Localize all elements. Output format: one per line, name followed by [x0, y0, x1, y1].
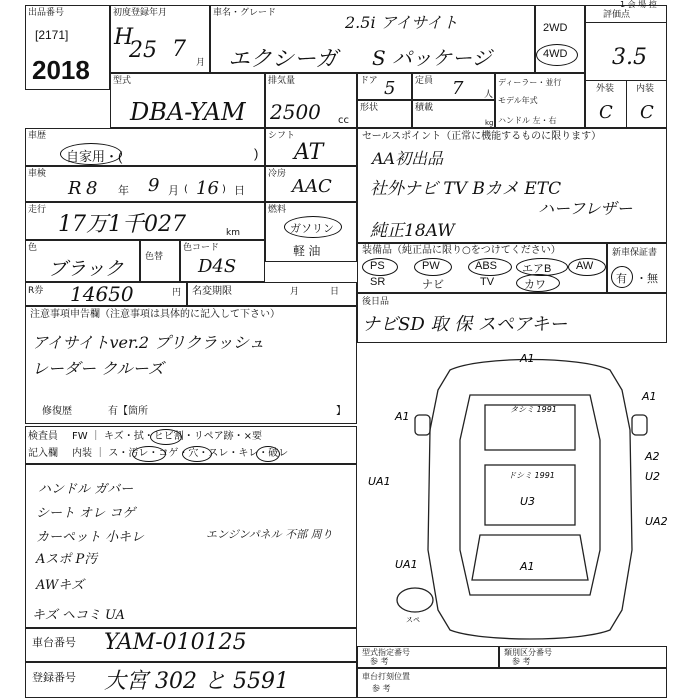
right-mirror: [632, 415, 647, 435]
selling-points-label: セールスポイント（正常に機能するものに限ります）: [362, 131, 602, 142]
equip-leather: カワ: [524, 279, 546, 291]
model-cert-label: 型式指定番号: [362, 648, 410, 657]
vehicle-no-value: YAM-010125: [104, 630, 247, 655]
name-change-day: 日: [330, 287, 340, 297]
doors-label: ドア: [360, 76, 378, 86]
displacement-value: 2500: [270, 100, 321, 124]
equip-ps: PS: [370, 260, 385, 272]
doors-value: 5: [384, 78, 396, 99]
capacity-unit: 人: [484, 90, 494, 100]
lot-number: 2018: [32, 55, 90, 85]
color-label: 色: [28, 243, 38, 253]
spare-tire: [397, 588, 433, 612]
chassis-pos-ref: 参 考: [372, 684, 391, 693]
notes-line1: アイサイトver.2 プリクラッシュ: [32, 333, 265, 352]
name-change-label: 名変期限: [192, 286, 232, 297]
top-right-note: 1 会 場 控: [620, 0, 657, 9]
notes-label: 注意事項申告欄（注意事項は具体的に記入して下さい）: [30, 309, 280, 320]
inspection-label: 車検: [28, 169, 47, 179]
color-code: D4S: [198, 256, 237, 277]
interior-note-6: キズ ヘコミ UA: [32, 608, 125, 623]
interior-note-4: Aスポ P汚: [36, 552, 98, 567]
mark-roof-rear: ドシミ 1991: [508, 471, 555, 480]
model-label: 型式: [113, 76, 132, 86]
score-label: 評価点: [603, 10, 631, 20]
history-value: 自家用・(: [66, 149, 123, 164]
mark-right-3: UA2: [645, 515, 668, 528]
displacement-unit: cc: [338, 115, 349, 126]
first-reg-month-unit: 月: [196, 58, 206, 68]
interior-note-5: AWキズ: [36, 578, 84, 593]
mark-right-2: U2: [645, 470, 661, 483]
inspection-day-unit: 日: [234, 184, 245, 197]
equip-sr: SR: [370, 276, 386, 288]
fuel-label: 燃料: [268, 205, 287, 215]
interior-label: 内装: [636, 84, 655, 94]
recycle-value: 14650: [70, 282, 134, 306]
category-ref: 参 考: [512, 657, 531, 666]
mileage-unit: km: [226, 228, 240, 238]
mark-rear: A1: [520, 560, 535, 573]
selling-points-line4: 純正18AW: [370, 221, 455, 241]
exterior-label: 外装: [596, 84, 615, 94]
equipment-row2: [362, 276, 607, 292]
inspection-year-unit: 年: [118, 184, 129, 197]
mark-center: U3: [520, 495, 536, 508]
model-value: DBA-YAM: [130, 98, 246, 126]
chassis-pos-label: 車台打刻位置: [362, 672, 410, 681]
interior-extra: エンジンパネル 不部 周り: [206, 528, 333, 541]
mark-right-1: A2: [645, 450, 660, 463]
interior-grade: C: [640, 102, 654, 123]
color-change-label: 色替: [145, 252, 164, 262]
dealer-label: ディーラー・並行: [498, 78, 562, 87]
mark-roof-front: タシミ 1991: [510, 405, 557, 414]
shape-label: 形状: [360, 103, 379, 113]
recycle-unit: 円: [172, 288, 182, 298]
mark-trunk: スペ: [406, 616, 420, 624]
mark-top: A1: [520, 352, 535, 365]
history-close: ): [254, 146, 259, 161]
warranty-yes: 有: [616, 273, 627, 285]
notes-line2: レーダー クルーズ: [32, 359, 164, 378]
equip-pw: PW: [422, 260, 440, 272]
mark-left: UA1: [368, 475, 391, 488]
model-cert-ref: 参 考: [370, 657, 389, 666]
interior-note-1: ハンドル ガバー: [38, 482, 134, 497]
damage-diagram: [360, 350, 700, 650]
fuel-value: ガソリン: [290, 223, 334, 235]
capacity-label: 定員: [415, 76, 434, 86]
checker-row1: FW ｜ キズ・拭・ヒビ割・リペア跡・×要: [72, 431, 262, 442]
load-label: 積載: [415, 103, 434, 113]
warranty-label: 新車保証書: [612, 248, 658, 258]
registration-value: 大宮 302 と 5591: [104, 669, 289, 694]
capacity-value: 7: [452, 78, 464, 99]
first-reg-era: H: [114, 25, 134, 50]
mileage-label: 走行: [28, 205, 47, 215]
lot-label: 出品番号: [28, 8, 65, 18]
car-package: S パッケージ: [372, 46, 492, 70]
inspection-era: R: [68, 178, 82, 199]
fuel-alt: 軽 油: [293, 244, 321, 258]
equipment-label: 装備品（純正品に限り○をつけてください）: [362, 245, 561, 256]
aftermarket-label: 後日品: [362, 297, 390, 307]
auction-sheet: 出品番号 [2171] 2018 初度登録年月 H 25 7 月 車名・グレード 2.5i アイサイト エクシーガ S パッケージ 2WD 4WD 評価点 3.5 外装 内装 C C 1 会 場 控 型式 DBA-YAM 排気量 2500 cc ドア 5 定員 7 人 形状 積載 kg ディーラー・並行 モデル年式 ハンドル 左・右 車歴 自家用・( ) シフト AT セールスポイント（正常に機能するものに限ります） AA初出品 社外ナビ TV Bカメ ETC ハーフレザー 純正18AW 車検 R 8 年 9 月 ( 16 ) 日 冷房 AAC 走行 17万1千027 km 燃料 ガソリン 軽 油 色 ブラック 色替 色コード D4S 装備品（純正品に限り○をつけてください） PS PW ABS エアB AW SR ナビ TV カワ 新車保証書 有 ・無 R券 14650 円 名変期限 月 日 後日品 ナビSD 取 保 スペアキー 注意事項申告欄（注意事項は具体的に記入して下さい） アイサイトver.2 プリクラッシュ レーダー クルーズ 修復歴 有【箇所 】 検査員 記入欄 FW ｜ キズ・拭・ヒビ割・リペア跡・×要 内装 ｜ ス・汚レ・コゲ・穴・スレ・キレ・破レ ハンドル ガバー シート オレ コゲ カーペット 小キレ Aスポ P汚 AWキズ キズ ヘコミ UA エンジンパネル 不部 周り A1 A1 A1 タシミ 1991 ドシミ 1991 UA1 A2 U2 UA2 U3 UA1 A1 スペ 車台番号 YAM-010125 登録番号 大宮 302 と 5591 型式指定番号 参 考 類別区分番号 参 考 車台打刻位置 参 考: [0, 0, 700, 700]
color-code-label: 色コード: [183, 243, 220, 253]
checker-inspector: 検査員: [28, 431, 58, 442]
mark-right-front: A1: [642, 390, 657, 403]
repair-close: 】: [336, 406, 346, 417]
car-name: エクシーガ: [228, 47, 338, 72]
history-label: 車歴: [28, 131, 47, 141]
recycle-label: R券: [28, 286, 44, 296]
model-year-label: モデル年式: [498, 96, 538, 105]
selling-points-line2: 社外ナビ TV Bカメ ETC: [370, 179, 562, 199]
inspection-day: 16: [196, 178, 219, 199]
equip-tv: TV: [480, 276, 495, 288]
checker-row2: 内装 ｜ ス・汚レ・コゲ・穴・スレ・キレ・破レ: [72, 448, 289, 459]
inspection-month: 9: [148, 175, 160, 196]
displacement-label: 排気量: [268, 76, 296, 86]
inspection-year: 8: [86, 178, 98, 199]
equip-airbag: エアB: [522, 263, 552, 275]
aircon-label: 冷房: [268, 169, 287, 179]
name-change-month: 月: [290, 287, 300, 297]
selling-points-line3: ハーフレザー: [538, 199, 633, 218]
selling-points-line1: AA初出品: [372, 149, 444, 168]
repair-label: 修復歴: [42, 406, 72, 417]
category-label: 類別区分番号: [504, 648, 552, 657]
inspection-box: [25, 166, 265, 202]
equip-aw: AW: [576, 260, 594, 272]
drive-2wd: 2WD: [543, 22, 568, 34]
first-reg-month: 7: [172, 37, 186, 62]
checker-entry: 記入欄: [28, 448, 58, 459]
history-box: [25, 128, 265, 166]
equip-abs: ABS: [475, 260, 498, 272]
kg-label: kg: [485, 119, 494, 127]
first-reg-year: 25: [129, 38, 157, 63]
exterior-grade: C: [599, 102, 613, 123]
left-mirror: [415, 415, 430, 435]
handle-label: ハンドル 左・右: [498, 116, 557, 125]
repair-value: 有【箇所: [108, 406, 148, 417]
lot-bracket: [2171]: [35, 28, 69, 42]
interior-note-2: シート オレ コゲ: [36, 506, 136, 521]
shift-value: AT: [294, 140, 324, 165]
color-value: ブラック: [48, 258, 124, 280]
aircon-value: AAC: [292, 176, 332, 197]
first-reg-label: 初度登録年月: [113, 8, 168, 18]
equip-navi: ナビ: [422, 279, 444, 291]
car-grade-1: 2.5i アイサイト: [345, 13, 459, 32]
registration-label: 登録番号: [32, 671, 76, 684]
equipment-row1: [362, 258, 607, 274]
car-name-label: 車名・グレード: [213, 8, 277, 18]
shift-label: シフト: [268, 131, 296, 141]
vehicle-no-label: 車台番号: [32, 636, 76, 649]
score-value: 3.5: [612, 45, 647, 70]
mark-left-front: A1: [395, 410, 410, 423]
mileage-value: 17万1千027: [58, 212, 186, 237]
drive-4wd: 4WD: [543, 48, 568, 60]
inspection-month-unit: 月: [168, 184, 179, 197]
mark-left-rear: UA1: [395, 558, 418, 571]
aftermarket-value: ナビSD 取 保 スペアキー: [362, 314, 568, 335]
interior-note-3: カーペット 小キレ: [36, 530, 145, 545]
rear-window: [472, 535, 588, 580]
warranty-no: ・無: [636, 273, 658, 285]
